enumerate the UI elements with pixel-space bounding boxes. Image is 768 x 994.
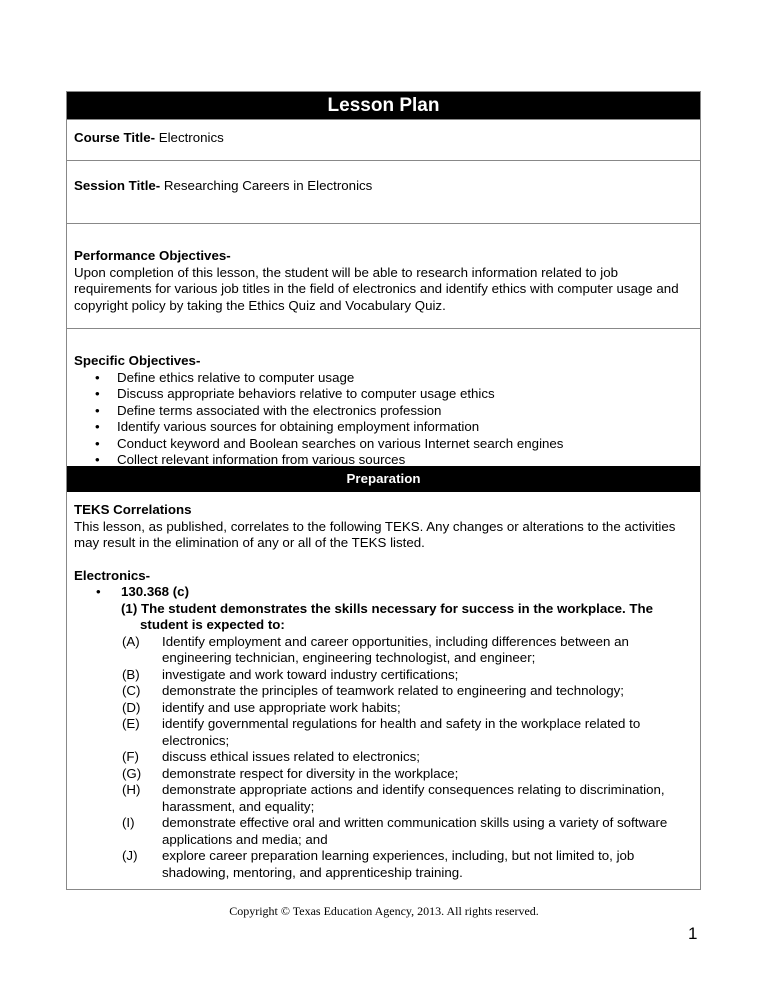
- specific-objectives-row: [67, 328, 700, 466]
- teks-item-text: Identify employment and career opportunities, including differences between an engineering technician, engineering technologist, and engineer;: [162, 633, 629, 665]
- objective-item: • Conduct keyword and Boolean searches on various Internet search engines: [74, 436, 693, 453]
- session-title-label: Session Title-: [74, 178, 161, 193]
- preparation-header: Preparation: [67, 466, 700, 492]
- teks-item-key: (B): [122, 666, 140, 682]
- teks-item-key: (I): [122, 815, 135, 830]
- teks-item: [74, 700, 693, 717]
- objective-item: • Collect relevant information from various sources: [74, 452, 693, 469]
- teks-heading: TEKS Correlations: [74, 502, 192, 517]
- teks-item-key: (J): [122, 848, 138, 863]
- teks-section: [67, 492, 700, 889]
- teks-item: [74, 683, 693, 700]
- specific-objectives-label: Specific Objectives-: [74, 353, 201, 368]
- teks-item: [74, 848, 693, 881]
- teks-item: [74, 634, 693, 667]
- teks-code: • 130.368 (c): [74, 584, 693, 601]
- objective-item: • Define terms associated with the electronics profession: [74, 403, 693, 420]
- teks-intro: This lesson, as published, correlates to the following TEKS. Any changes or alterations to the activities may result in the elimination of any or all of the TEKS listed.: [74, 518, 676, 550]
- teks-item-text: identify governmental regulations for health and safety in the workplace related to electronics;: [162, 716, 641, 748]
- lesson-plan-table: [66, 91, 701, 890]
- page-number: 1: [688, 924, 698, 943]
- performance-objectives-row: [67, 223, 700, 328]
- teks-item: [74, 766, 693, 783]
- teks-item-key: (D): [122, 699, 141, 715]
- teks-item: [74, 667, 693, 684]
- teks-item-key: (E): [122, 716, 140, 731]
- teks-item: [74, 716, 693, 749]
- performance-objectives-label: Performance Objectives-: [74, 248, 231, 263]
- teks-item-text: investigate and work toward industry certifications;: [162, 666, 459, 682]
- session-title-value: Researching Careers in Electronics: [160, 178, 373, 193]
- teks-standard: (1) The student demonstrates the skills necessary for success in the workplace. The student is expected to:: [121, 600, 654, 632]
- teks-item: [74, 782, 693, 815]
- teks-item-key: (F): [122, 749, 139, 764]
- teks-subject: Electronics-: [74, 567, 151, 583]
- teks-item-text: demonstrate the principles of teamwork related to engineering and technology;: [162, 683, 624, 698]
- teks-item-key: (G): [122, 765, 142, 781]
- specific-objectives-list: [74, 370, 693, 469]
- objective-item: • Define ethics relative to computer usage: [74, 370, 693, 387]
- course-title-label: Course Title-: [74, 130, 156, 145]
- objective-item: • Discuss appropriate behaviors relative to computer usage ethics: [74, 386, 693, 403]
- teks-item-key: (C): [122, 683, 141, 698]
- teks-item-text: identify and use appropriate work habits;: [162, 699, 401, 715]
- teks-item-text: demonstrate respect for diversity in the workplace;: [162, 765, 459, 781]
- teks-item: [74, 749, 693, 766]
- course-title-row: [67, 119, 700, 160]
- session-title-row: [67, 160, 700, 223]
- teks-item-text: demonstrate effective oral and written communication skills using a variety of software applications and media; and: [162, 815, 668, 847]
- objective-item: • Identify various sources for obtaining employment information: [74, 419, 693, 436]
- teks-item-text: discuss ethical issues related to electronics;: [162, 749, 420, 764]
- teks-items: [74, 634, 693, 882]
- copyright: Copyright © Texas Education Agency, 2013. All rights reserved.: [229, 904, 539, 918]
- lesson-plan-title: Lesson Plan: [67, 92, 700, 119]
- teks-item-text: explore career preparation learning experiences, including, but not limited to, job shadowing, mentoring, and apprenticeship training.: [162, 848, 635, 880]
- teks-item-key: (A): [122, 633, 140, 649]
- performance-objectives-text: Upon completion of this lesson, the student will be able to research information related to job requirements for various job titles in the field of electronics and identify ethics with computer usage and copyright policy by taking the Ethics Quiz and Vocabulary Quiz.: [74, 264, 679, 313]
- teks-item-text: demonstrate appropriate actions and identify consequences relating to discrimination, harassment, and equality;: [162, 782, 665, 814]
- course-title-value: Electronics: [155, 130, 224, 145]
- teks-item: [74, 815, 693, 848]
- teks-item-key: (H): [122, 782, 141, 797]
